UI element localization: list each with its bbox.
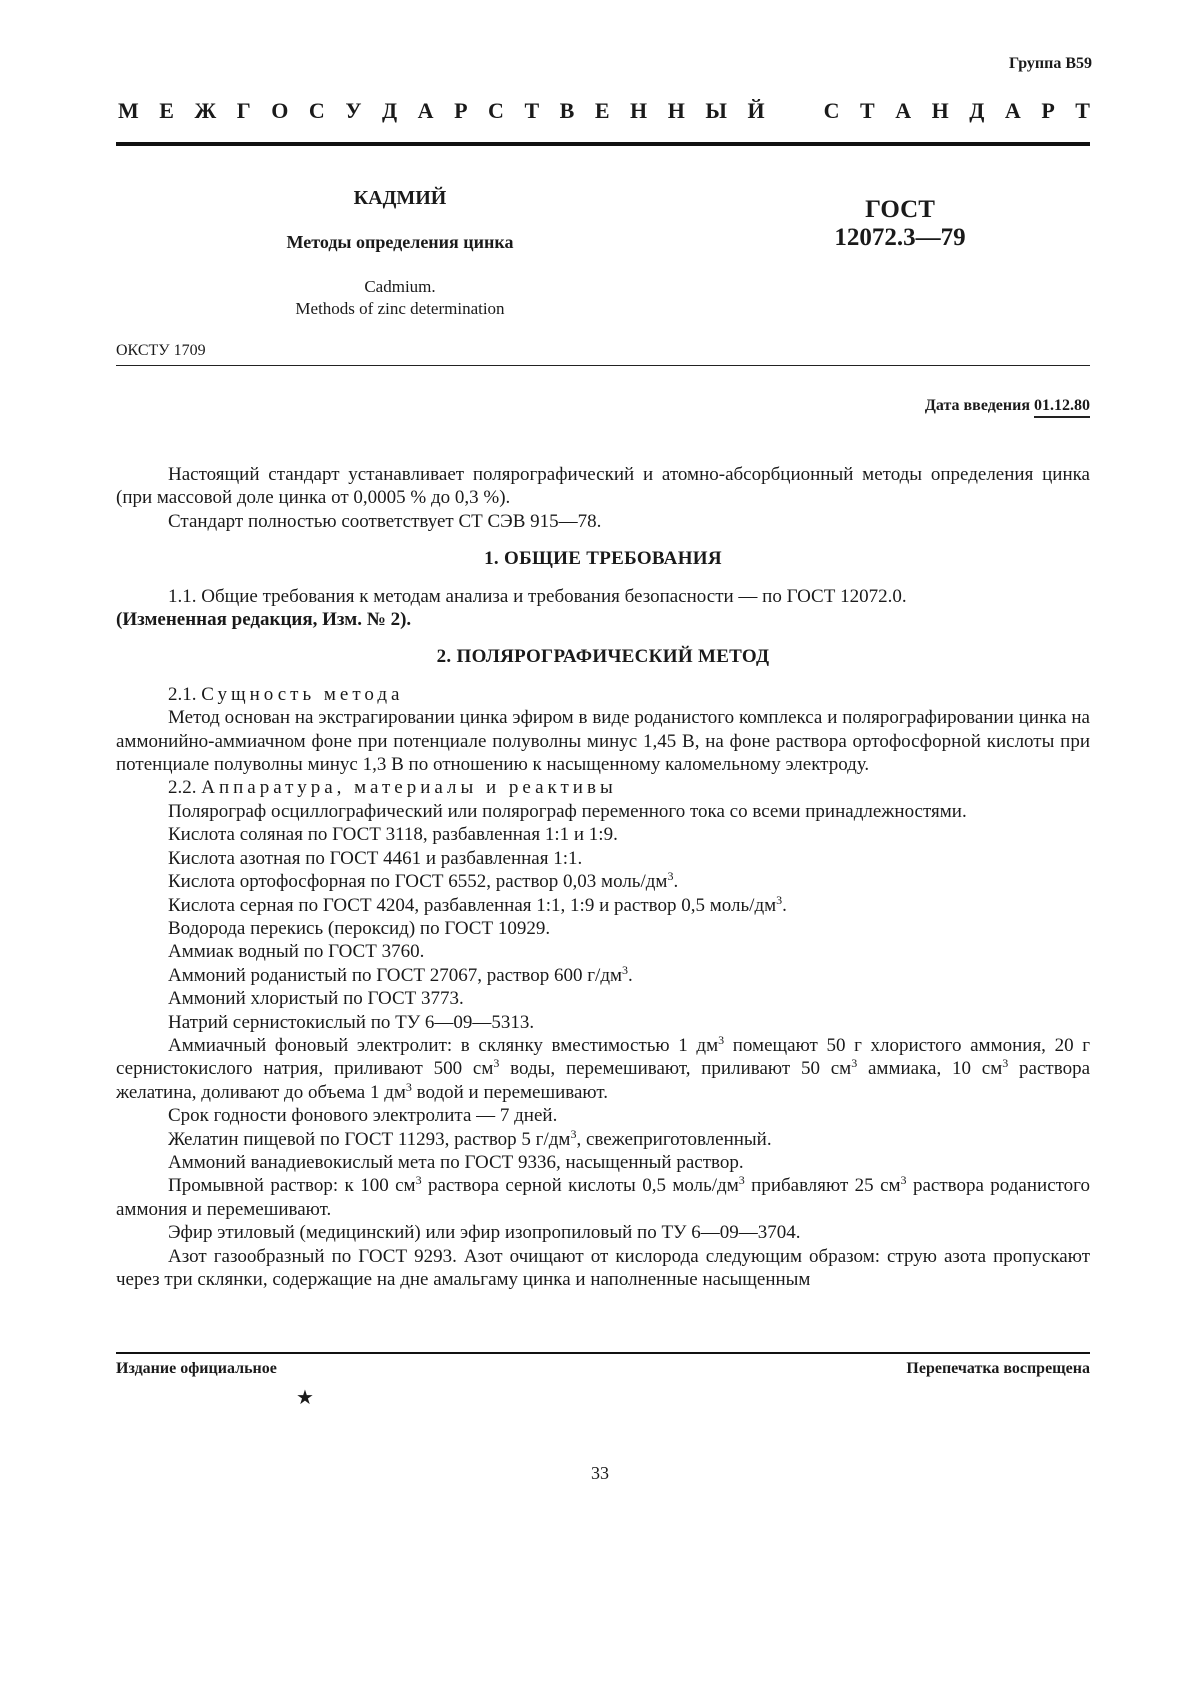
banner-letter: Г [236, 98, 251, 123]
banner-letter: Т [860, 98, 875, 123]
clause-2-1-title [116, 683, 1090, 706]
reagent-item: Кислота серная по ГОСТ 4204, разбавленная 1:1, 1:9 и раствор 0,5 моль/$дм^3$. [168, 892, 787, 916]
banner-letter: Н [630, 98, 648, 123]
oksty-code: ОКСТУ 1709 [116, 342, 206, 359]
title-block-rule [116, 365, 1090, 366]
gost-number [800, 196, 1000, 252]
intro-paragraph: Настоящий стандарт устанавливает полярографический и атомно-абсорбционный методы определения цинка (при массовой доле цинка от 0,0005 % до 0,3 %). [116, 464, 1090, 509]
clause-number: 2.2. [168, 777, 197, 799]
banner-letter: У [345, 98, 362, 123]
page-number: 33 [591, 1463, 609, 1483]
banner-letter: Р [1041, 98, 1055, 123]
banner-letter: Й [747, 98, 765, 123]
document-subtitle: Методы определения цинка [286, 232, 514, 252]
banner-letter: Н [931, 98, 949, 123]
banner-letter: С [488, 98, 504, 123]
banner-letter: А [1004, 98, 1021, 123]
shelf-life: Срок годности фонового электролита — 7 дней. [168, 1105, 558, 1127]
banner-letter: Ы [705, 98, 727, 123]
reagent-item: Кислота ортофосфорная по ГОСТ 6552, раствор 0,03 моль/$дм^3$. [168, 869, 679, 893]
star-icon: ★ [296, 1387, 314, 1409]
english-title [200, 276, 600, 320]
reprint-prohibited-label: Перепечатка воспрещена [906, 1360, 1090, 1377]
clause-title: Аппаратура, материалы и реактивы [201, 777, 617, 799]
intro-compliance: Стандарт полностью соответствует СТ СЭВ 915—78. [168, 510, 602, 532]
banner-letter: Р [454, 98, 468, 123]
reagent-item: Аммоний роданистый по ГОСТ 27067, раствор 600 $г/дм^3$. [168, 962, 633, 986]
footer-rule [116, 1352, 1090, 1354]
banner-letter: Н [667, 98, 685, 123]
introduction-date [925, 397, 1090, 415]
reagent-item: Эфир этиловый (медицинский) или эфир изопропиловый по ТУ 6—09—3704. [168, 1222, 801, 1244]
banner-letter: Т [524, 98, 540, 123]
nitrogen-purification: Азот газообразный по ГОСТ 9293. Азот очищают от кислорода следующим образом: струю азота пропускают через три склянки, содержащие на дне амальгаму цинка и наполненные насыщенным [116, 1245, 1090, 1290]
reagent-item: Кислота азотная по ГОСТ 4461 и разбавленная 1:1. [168, 847, 583, 869]
section-1-heading: 1. ОБЩИЕ ТРЕБОВАНИЯ [484, 548, 722, 570]
banner-letter: А [417, 98, 434, 123]
background-electrolyte: Аммиачный фоновый электролит: в склянку вместимостью 1 $дм^3$ помещают 50 г хлористого аммония, 20 г сернистокислого натрия, приливают 500 $см^3$ воды, перемешивают, приливают 50 $см^3$ аммиака, 10 $см^3$ раствора желатина, доливают до объема 1 $дм^3$ водой и перемешивают. [116, 1032, 1091, 1103]
official-edition-label: Издание официальное [116, 1360, 277, 1377]
reagent-item: Полярограф осциллографический или полярограф переменного тока со всеми принадлежностями. [168, 800, 967, 822]
interstate-standard-banner [118, 98, 1090, 124]
reagent-item: Натрий сернистокислый по ТУ 6—09—5313. [168, 1011, 535, 1033]
banner-letter: А [895, 98, 912, 123]
reagent-item: Желатин пищевой по ГОСТ 11293, раствор 5 $г/дм^3$, свежеприготовленный. [168, 1126, 772, 1150]
banner-letter: Е [159, 98, 174, 123]
clause-number: 2.1. [168, 683, 197, 705]
clause-2-1-text: Метод основан на экстрагировании цинка эфиром в виде роданистого комплекса и полярографировании цинка на аммонийно-аммиачном фоне при потенциале полуволны минус 1,45 В, на фоне раствора ортофосфорной кислоты при потенциале полуволны минус 1,3 В по отношению к насыщенному каломельному электроду. [116, 707, 1090, 776]
clause-2-2-title [116, 776, 1090, 799]
reagent-item: Аммоний ванадиевокислый мета по ГОСТ 9336, насыщенный раствор. [168, 1151, 744, 1173]
banner-letter: В [559, 98, 575, 123]
english-title-line1: Cadmium. [364, 277, 436, 296]
gost-label: ГОСТ [865, 196, 935, 223]
banner-letter: О [271, 98, 289, 123]
document-body [116, 463, 1090, 1291]
banner-letter: М [118, 98, 139, 123]
reagent-item: Аммоний хлористый по ГОСТ 3773. [168, 988, 464, 1010]
banner-letter: С [308, 98, 325, 123]
reagent-item: Кислота соляная по ГОСТ 3118, разбавленная 1:1 и 1:9. [168, 824, 618, 846]
english-title-line2: Methods of zinc determination [295, 299, 505, 318]
classification-group: Группа В59 [1009, 55, 1092, 72]
banner-letter: Ж [194, 98, 217, 123]
reagent-item: Аммиак водный по ГОСТ 3760. [168, 941, 425, 963]
gost-code: 12072.3—79 [834, 224, 966, 251]
date-value: 01.12.80 [1034, 397, 1090, 418]
banner-letter: Д [382, 98, 398, 123]
clause-1-1: 1.1. Общие требования к методам анализа и требования безопасности — по ГОСТ 12072.0. [168, 585, 907, 607]
reagent-item: Водорода перекись (пероксид) по ГОСТ 10929. [168, 917, 551, 939]
section-2-heading: 2. ПОЛЯРОГРАФИЧЕСКИЙ МЕТОД [436, 646, 770, 668]
header-thick-rule [116, 142, 1090, 146]
banner-letter: Д [969, 98, 985, 123]
wash-solution: Промывной раствор: к 100 $см^3$ раствора серной кислоты 0,5 моль/$дм^3$ прибавляют 25 $см^3$ раствора роданистого аммония и перемешивают. [116, 1173, 1090, 1220]
banner-letter: Т [1075, 98, 1090, 123]
date-label: Дата введения [924, 397, 1030, 414]
banner-letter: Е [594, 98, 610, 123]
document-title: КАДМИЙ [353, 187, 447, 209]
banner-letter [785, 98, 803, 124]
clause-title: Сущность метода [201, 683, 404, 705]
amendment-note: (Измененная редакция, Изм. № 2). [116, 609, 412, 631]
banner-letter: С [823, 98, 840, 123]
